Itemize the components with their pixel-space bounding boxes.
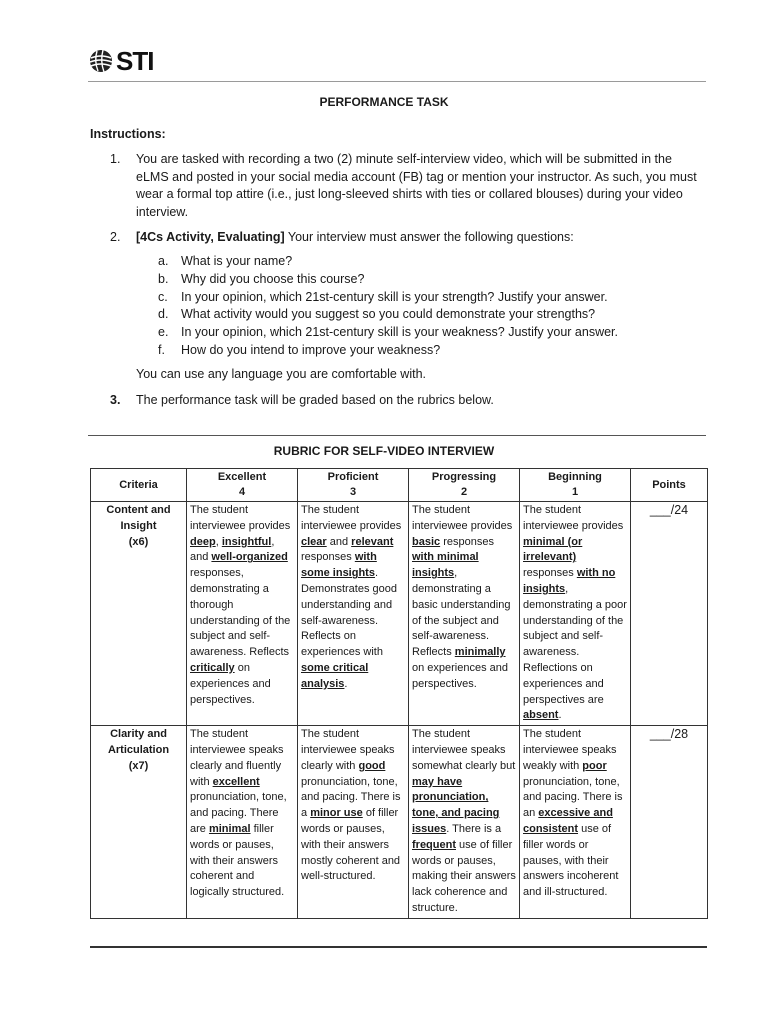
rubric-cell <box>187 502 298 726</box>
emphasis-text: minimally <box>454 646 506 659</box>
header-points: Points <box>631 469 708 502</box>
list-item: c. In your opinion, which 21st-century skill is your strength? Justify your answer. <box>158 289 608 304</box>
criteria-cell: Content and Insight (x6) <box>91 502 187 726</box>
cell-text: of filler words or pauses, with their answers mostly coherent and well-structured. <box>301 807 401 883</box>
emphasis-text: some critical analysis <box>301 661 369 690</box>
language-note: You can use any language you are comfortable with. <box>136 367 427 381</box>
section-divider <box>88 435 706 436</box>
emphasis-text: may have pronunciation, tone, and pacing issues <box>412 775 500 835</box>
list-item: e. In your opinion, which 21st-century skill is your weakness? Justify your answer. <box>158 325 618 340</box>
cell-text: The student interviewee speaks somewhat clearly but <box>412 728 516 772</box>
header-criteria: Criteria <box>91 469 187 502</box>
cell-text: pronunciation, tone, and pacing. There is a <box>301 775 401 820</box>
item-text: The performance task will be graded based on the rubrics below. <box>136 393 494 407</box>
emphasis-text: frequent <box>412 838 456 851</box>
globe-icon <box>88 48 114 74</box>
cell-text: responses <box>523 567 577 580</box>
list-item: d. What activity would you suggest so you could demonstrate your strengths? <box>158 307 596 322</box>
points-cell: ___/24 <box>631 502 708 726</box>
emphasis-text: minor use <box>310 807 363 820</box>
cell-text: responses <box>440 535 494 548</box>
rubric-cell <box>409 502 520 726</box>
criteria-cell: Clarity and Articulation (x7) <box>91 726 187 919</box>
page-title: PERFORMANCE TASK <box>319 95 449 109</box>
table-row <box>91 502 708 726</box>
item-number: 1. <box>110 152 121 166</box>
emphasis-text: well-organized <box>211 551 288 564</box>
instruction-item-2 <box>110 229 706 247</box>
item-text: Your interview must answer the following questions: <box>284 230 574 244</box>
cell-text: and <box>326 535 352 548</box>
cell-text: , demonstrating a basic understanding of the subject and self-awareness. Reflects <box>412 567 511 659</box>
emphasis-text: relevant <box>351 535 394 548</box>
rubric-cell <box>298 726 409 919</box>
cell-text: . There is a <box>446 822 502 835</box>
emphasis-text: excessive and consistent <box>523 807 613 835</box>
rubric-cell <box>187 726 298 919</box>
item-number: 2. <box>110 230 121 244</box>
sti-logo <box>88 46 153 76</box>
cell-text: filler words or pauses, with their answers coherent and logically structured. <box>190 822 285 899</box>
emphasis-text: insightful <box>221 535 272 548</box>
rubric-cell <box>298 502 409 726</box>
instruction-item-3 <box>110 392 706 410</box>
cell-text: The student interviewee provides <box>523 504 624 532</box>
cell-text: use of filler words or pauses, making their answers lack coherence and structure. <box>412 838 516 914</box>
table-header-row <box>91 469 708 502</box>
item-number: 3. <box>110 393 121 407</box>
emphasis-text: basic <box>412 535 441 548</box>
item-bold-prefix: [4Cs Activity, Evaluating] <box>136 230 285 244</box>
points-cell: ___/28 <box>631 726 708 919</box>
rubric-table <box>90 468 708 919</box>
table-bottom-border <box>90 946 707 948</box>
emphasis-text: good <box>358 759 386 772</box>
rubric-cell <box>520 726 631 919</box>
cell-text: The student interviewee speaks weakly with <box>523 728 617 772</box>
logo-text: STI <box>116 45 154 76</box>
cell-text: on experiences and perspectives. <box>412 661 509 690</box>
cell-text: , and <box>190 535 275 564</box>
cell-text: . Demonstrates good understanding and self-awareness. Reflects on experiences with <box>301 567 397 659</box>
cell-text: pronunciation, tone, and pacing. There is an <box>523 775 623 820</box>
question-list <box>158 253 618 360</box>
instruction-item-1 <box>110 151 706 221</box>
instructions-heading: Instructions: <box>90 127 166 141</box>
cell-text: responses <box>301 551 355 564</box>
emphasis-text: deep <box>190 535 216 548</box>
cell-text: The student interviewee provides <box>301 504 402 532</box>
rubric-cell <box>520 502 631 726</box>
item-text: You are tasked with recording a two (2) minute self-interview video, which will be submitted in the eLMS and posted in your social media account (FB) tag or mention your instructor. As such, you must wear a formal top attire (i.e., just long-sleeved shirts with ties or collared blouses) during your video interview. <box>136 152 697 219</box>
header-level: Beginning 1 <box>520 469 631 502</box>
cell-text: . <box>344 677 348 690</box>
cell-text: The student interviewee speaks clearly with <box>301 728 395 772</box>
emphasis-text: with some insights <box>301 551 377 580</box>
header-level: Proficient 3 <box>298 469 409 502</box>
cell-text: The student interviewee provides <box>190 504 291 532</box>
cell-text: . <box>558 709 562 722</box>
cell-text: use of filler words or pauses, with their answers incoherent and ill-structured. <box>523 822 619 899</box>
emphasis-text: excellent <box>212 775 260 788</box>
emphasis-text: minimal <box>208 822 251 835</box>
emphasis-text: minimal (or irrelevant) <box>523 535 583 564</box>
header-level: Progressing 2 <box>409 469 520 502</box>
emphasis-text: with no insights <box>523 567 616 595</box>
cell-text: pronunciation, tone, and pacing. There are <box>190 791 287 835</box>
header-divider <box>88 81 706 82</box>
cell-text: on experiences and perspectives. <box>190 661 271 706</box>
cell-text: responses, demonstrating a thorough understanding of the subject and self-awareness. Reflects <box>190 567 291 659</box>
rubric-title: RUBRIC FOR SELF-VIDEO INTERVIEW <box>273 444 495 458</box>
list-item: b. Why did you choose this course? <box>158 271 365 286</box>
emphasis-text: critically <box>190 661 235 674</box>
header-level: Excellent 4 <box>187 469 298 502</box>
cell-text: The student interviewee provides <box>412 504 513 532</box>
cell-text: The student interviewee speaks clearly and fluently with <box>190 728 284 788</box>
emphasis-text: with minimal insights <box>412 551 479 580</box>
list-item: a. What is your name? <box>158 254 293 268</box>
emphasis-text: absent <box>523 709 559 722</box>
rubric-cell <box>409 726 520 919</box>
table-row <box>91 726 708 919</box>
cell-text: , demonstrating a poor understanding of the subject and self-awareness. Reflections on experiences and perspectives are <box>523 582 627 706</box>
list-item: f. How do you intend to improve your weakness? <box>158 342 441 357</box>
emphasis-text: poor <box>582 759 607 772</box>
emphasis-text: clear <box>301 535 327 548</box>
cell-text: , <box>215 535 222 548</box>
